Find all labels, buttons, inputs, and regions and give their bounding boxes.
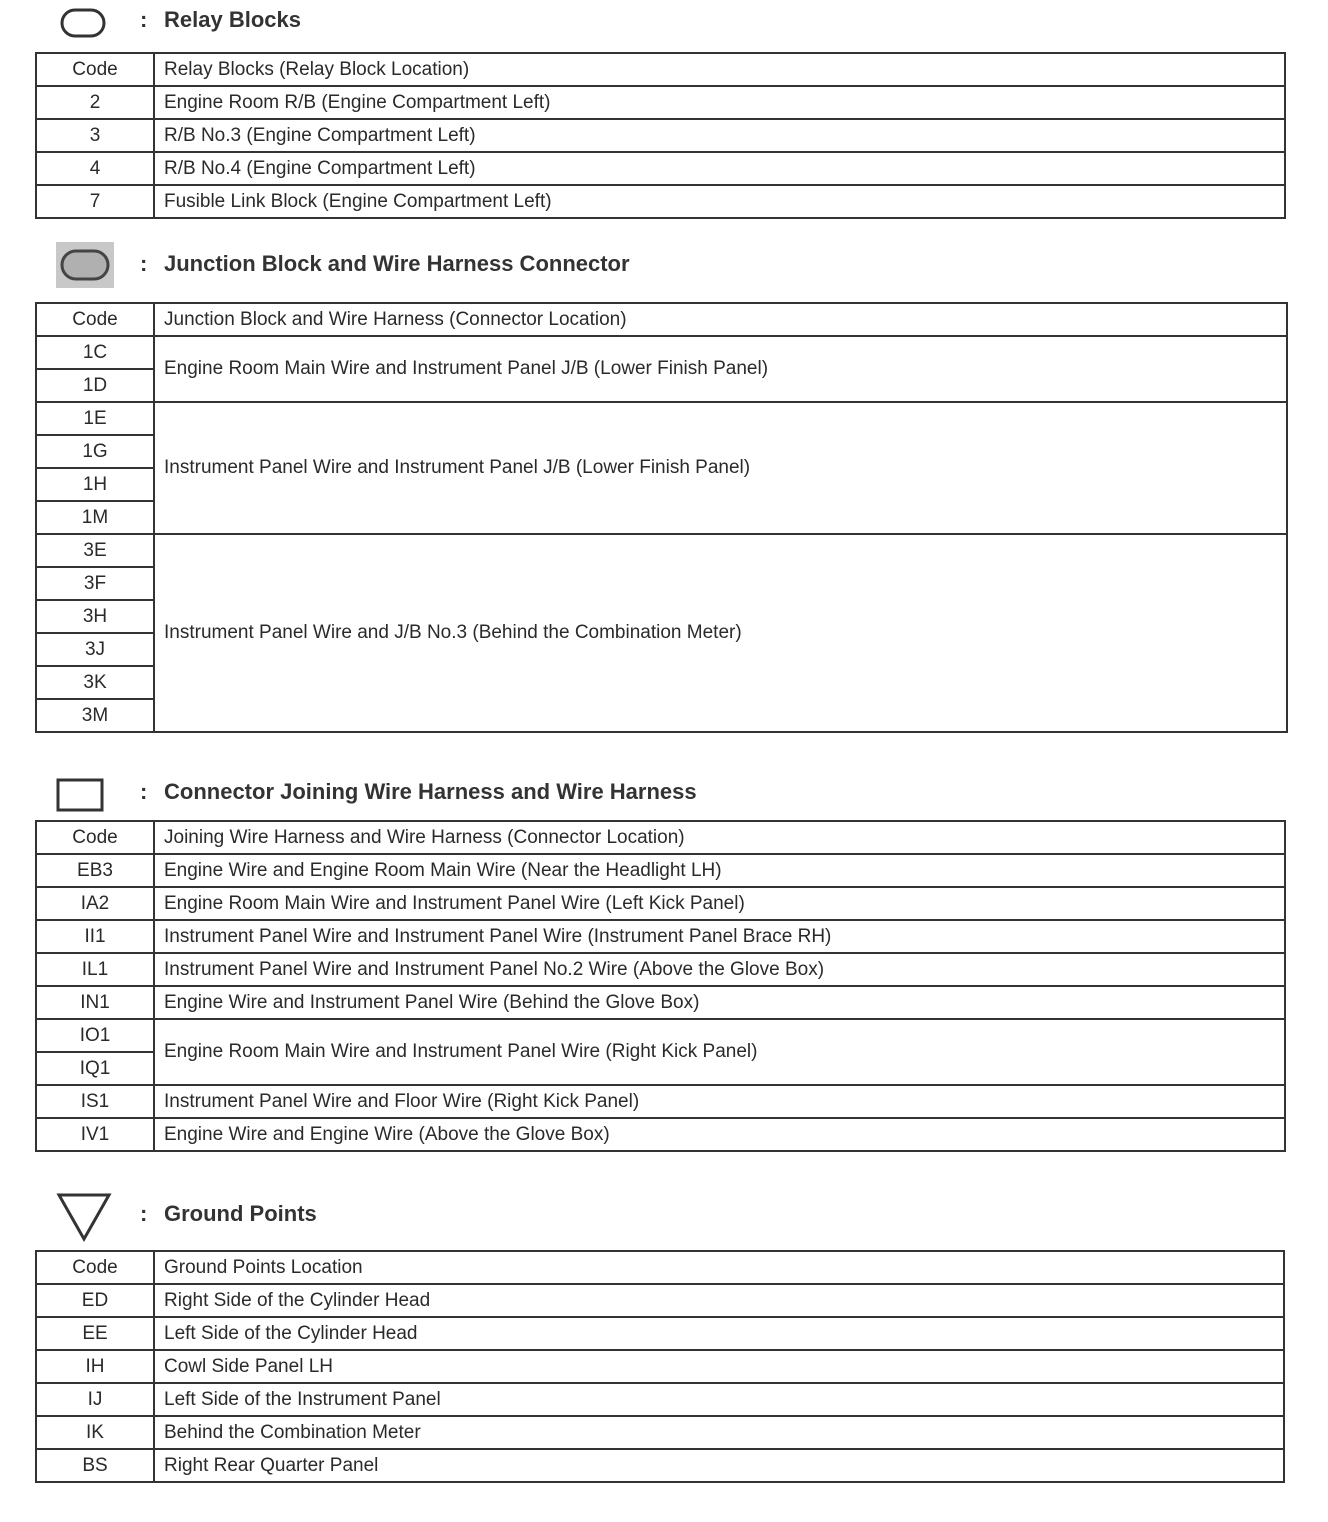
- code-header: Code: [36, 821, 154, 854]
- location-cell: R/B No.4 (Engine Compartment Left): [154, 152, 1285, 185]
- location-cell: R/B No.3 (Engine Compartment Left): [154, 119, 1285, 152]
- rounded-rectangle-outline-icon: [60, 8, 106, 38]
- location-header: Junction Block and Wire Harness (Connector Location): [154, 303, 1287, 336]
- code-cell: 4: [36, 152, 154, 185]
- downward-triangle-icon: [56, 1192, 112, 1242]
- location-cell: Engine Room Main Wire and Instrument Panel J/B (Lower Finish Panel): [154, 336, 1287, 402]
- code-cell: 1H: [36, 468, 154, 501]
- junction-block-table: [35, 302, 1288, 733]
- location-header: Ground Points Location: [154, 1251, 1284, 1284]
- code-header: Code: [36, 53, 154, 86]
- code-cell: II1: [36, 920, 154, 953]
- code-cell: 3K: [36, 666, 154, 699]
- code-cell: IO1: [36, 1019, 154, 1052]
- code-cell: IS1: [36, 1085, 154, 1118]
- table-row: [36, 152, 1285, 185]
- rectangle-outline-icon: [56, 778, 104, 812]
- code-cell: ED: [36, 1284, 154, 1317]
- ground-points-table: [35, 1250, 1285, 1483]
- table-row: [36, 1284, 1284, 1317]
- code-cell: 1C: [36, 336, 154, 369]
- code-cell: 1E: [36, 402, 154, 435]
- table-row: [36, 336, 1287, 369]
- code-cell: BS: [36, 1449, 154, 1482]
- code-cell: 3J: [36, 633, 154, 666]
- table-row: [36, 854, 1285, 887]
- connector-table: [35, 820, 1286, 1152]
- table-row: [36, 1350, 1284, 1383]
- code-cell: IV1: [36, 1118, 154, 1151]
- location-cell: Engine Wire and Instrument Panel Wire (Behind the Glove Box): [154, 986, 1285, 1019]
- relay-blocks-colon: :: [140, 7, 148, 32]
- table-row: [36, 185, 1285, 218]
- code-cell: 3F: [36, 567, 154, 600]
- table-row: [36, 887, 1285, 920]
- table-row: [36, 1118, 1285, 1151]
- location-cell: Cowl Side Panel LH: [154, 1350, 1284, 1383]
- table-row: [36, 1317, 1284, 1350]
- junction-block-colon: :: [140, 251, 148, 276]
- code-cell: 3M: [36, 699, 154, 732]
- table-row: [36, 1019, 1285, 1052]
- junction-block-title: Junction Block and Wire Harness Connector: [164, 251, 630, 276]
- table-row: [36, 1383, 1284, 1416]
- location-cell: Fusible Link Block (Engine Compartment Left): [154, 185, 1285, 218]
- code-cell: IK: [36, 1416, 154, 1449]
- location-cell: Right Rear Quarter Panel: [154, 1449, 1284, 1482]
- code-cell: IL1: [36, 953, 154, 986]
- code-cell: 1M: [36, 501, 154, 534]
- shaded-rounded-rectangle-icon: [56, 242, 114, 288]
- ground-points-colon: :: [140, 1201, 148, 1226]
- code-cell: EB3: [36, 854, 154, 887]
- location-header: Joining Wire Harness and Wire Harness (Connector Location): [154, 821, 1285, 854]
- table-row: [36, 920, 1285, 953]
- location-cell: Instrument Panel Wire and J/B No.3 (Behind the Combination Meter): [154, 534, 1287, 732]
- table-row: [36, 1416, 1284, 1449]
- connector-colon: :: [140, 779, 148, 804]
- code-header: Code: [36, 1251, 154, 1284]
- location-cell: Right Side of the Cylinder Head: [154, 1284, 1284, 1317]
- code-cell: 3H: [36, 600, 154, 633]
- code-cell: IA2: [36, 887, 154, 920]
- code-cell: IJ: [36, 1383, 154, 1416]
- location-cell: Instrument Panel Wire and Instrument Panel J/B (Lower Finish Panel): [154, 402, 1287, 534]
- location-cell: Engine Room Main Wire and Instrument Panel Wire (Left Kick Panel): [154, 887, 1285, 920]
- table-header-row: [36, 1251, 1284, 1284]
- location-header: Relay Blocks (Relay Block Location): [154, 53, 1285, 86]
- table-row: [36, 986, 1285, 1019]
- code-cell: 3: [36, 119, 154, 152]
- table-row: [36, 402, 1287, 435]
- table-row: [36, 953, 1285, 986]
- relay-blocks-title: Relay Blocks: [164, 7, 301, 32]
- table-row: [36, 119, 1285, 152]
- code-cell: IQ1: [36, 1052, 154, 1085]
- table-row: [36, 86, 1285, 119]
- location-cell: Engine Room R/B (Engine Compartment Left): [154, 86, 1285, 119]
- table-row: [36, 1449, 1284, 1482]
- location-cell: Instrument Panel Wire and Instrument Panel Wire (Instrument Panel Brace RH): [154, 920, 1285, 953]
- code-cell: 2: [36, 86, 154, 119]
- code-cell: EE: [36, 1317, 154, 1350]
- table-header-row: [36, 821, 1285, 854]
- code-cell: IN1: [36, 986, 154, 1019]
- ground-points-title: Ground Points: [164, 1201, 317, 1226]
- code-header: Code: [36, 303, 154, 336]
- code-cell: 7: [36, 185, 154, 218]
- table-row: [36, 534, 1287, 567]
- table-row: [36, 1085, 1285, 1118]
- code-cell: 3E: [36, 534, 154, 567]
- connector-title: Connector Joining Wire Harness and Wire Harness: [164, 779, 697, 804]
- location-cell: Left Side of the Cylinder Head: [154, 1317, 1284, 1350]
- location-cell: Engine Room Main Wire and Instrument Panel Wire (Right Kick Panel): [154, 1019, 1285, 1085]
- code-cell: IH: [36, 1350, 154, 1383]
- location-cell: Instrument Panel Wire and Instrument Panel No.2 Wire (Above the Glove Box): [154, 953, 1285, 986]
- location-cell: Left Side of the Instrument Panel: [154, 1383, 1284, 1416]
- location-cell: Instrument Panel Wire and Floor Wire (Right Kick Panel): [154, 1085, 1285, 1118]
- relay-blocks-table: [35, 52, 1286, 219]
- table-header-row: [36, 53, 1285, 86]
- table-header-row: [36, 303, 1287, 336]
- code-cell: 1D: [36, 369, 154, 402]
- location-cell: Behind the Combination Meter: [154, 1416, 1284, 1449]
- code-cell: 1G: [36, 435, 154, 468]
- location-cell: Engine Wire and Engine Wire (Above the Glove Box): [154, 1118, 1285, 1151]
- location-cell: Engine Wire and Engine Room Main Wire (Near the Headlight LH): [154, 854, 1285, 887]
